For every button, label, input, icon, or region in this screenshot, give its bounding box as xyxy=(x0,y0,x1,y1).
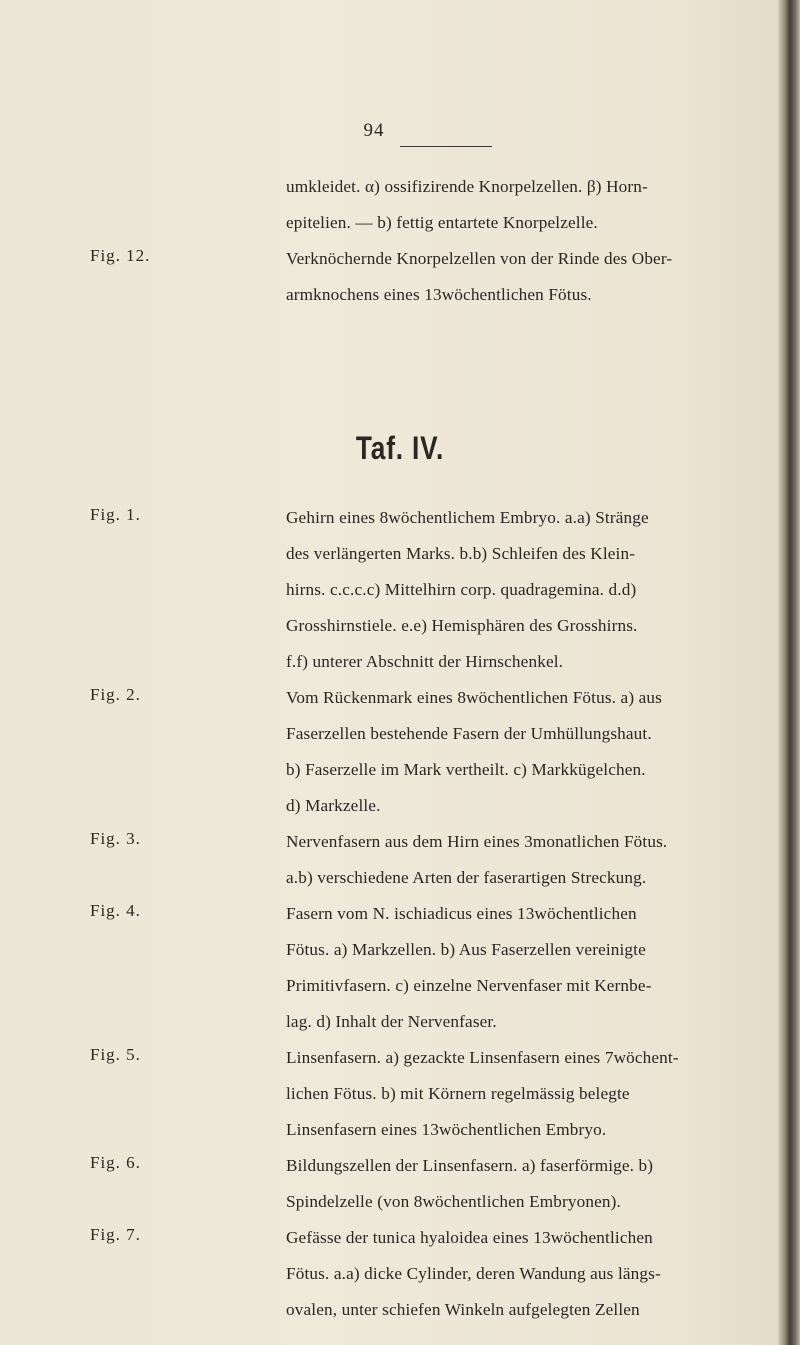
text-line: d) Markzelle. xyxy=(286,796,381,815)
section-title: Taf. IV. xyxy=(355,430,445,466)
text-line: Nervenfasern aus dem Hirn eines 3monatlichen Fötus. xyxy=(286,832,668,851)
text-line: Bildungszellen der Linsenfasern. a) faserförmige. b) xyxy=(286,1156,654,1175)
text-line: f.f) unterer Abschnitt der Hirnschenkel. xyxy=(286,652,564,671)
entry-lines xyxy=(286,1225,756,1333)
text-line: b) Faserzelle im Mark vertheilt. c) Markkügelchen. xyxy=(286,760,646,779)
figure-label: Fig. 5. xyxy=(90,1045,141,1064)
entry-lines xyxy=(286,1153,756,1225)
entry-lines xyxy=(286,174,756,246)
text-line: Spindelzelle (von 8wöchentlichen Embryonen). xyxy=(286,1192,621,1211)
page-edge-shadow xyxy=(778,0,800,1345)
text-line: Primitivfasern. c) einzelne Nervenfaser mit Kernbe- xyxy=(286,976,652,995)
text-line: lag. d) Inhalt der Nervenfaser. xyxy=(286,1012,497,1031)
text-line: Linsenfasern eines 13wöchentlichen Embryo. xyxy=(286,1120,607,1139)
text-line: epitelien. — b) fettig entartete Knorpelzelle. xyxy=(286,213,598,232)
entry-lines xyxy=(286,1045,756,1153)
figure-label: Fig. 3. xyxy=(90,829,141,848)
figure-label: Fig. 12. xyxy=(90,246,151,265)
text-line: hirns. c.c.c.c) Mittelhirn corp. quadragemina. d.d) xyxy=(286,580,637,599)
text-line: Vom Rückenmark eines 8wöchentlichen Fötus. a) aus xyxy=(286,688,663,707)
text-line: Linsenfasern. a) gezackte Linsenfasern eines 7wöchent- xyxy=(286,1048,679,1067)
page-number: 94 xyxy=(363,120,385,141)
entry-lines xyxy=(286,246,756,318)
text-line: Fasern vom N. ischiadicus eines 13wöchentlichen xyxy=(286,904,637,923)
text-line: Grosshirnstiele. e.e) Hemisphären des Grosshirns. xyxy=(286,616,638,635)
text-line: ovalen, unter schiefen Winkeln aufgelegten Zellen xyxy=(286,1300,640,1319)
text-line: des verlängerten Marks. b.b) Schleifen des Klein- xyxy=(286,544,636,563)
text-line: Verknöchernde Knorpelzellen von der Rinde des Ober- xyxy=(286,249,673,268)
figure-label: Fig. 1. xyxy=(90,505,141,524)
entry-lines xyxy=(286,901,756,1045)
text-line: armknochens eines 13wöchentlichen Fötus. xyxy=(286,285,592,304)
text-line: umkleidet. α) ossifizirende Knorpelzellen. β) Horn- xyxy=(286,177,648,196)
figure-label: Fig. 2. xyxy=(90,685,141,704)
figure-label: Fig. 6. xyxy=(90,1153,141,1172)
entry-lines xyxy=(286,685,756,829)
text-line: Fötus. a.a) dicke Cylinder, deren Wandung aus längs- xyxy=(286,1264,661,1283)
page-number-rule xyxy=(400,146,492,147)
text-line: Faserzellen bestehende Fasern der Umhüllungshaut. xyxy=(286,724,652,743)
text-line: a.b) verschiedene Arten der faserartigen Streckung. xyxy=(286,868,647,887)
text-line: lichen Fötus. b) mit Körnern regelmässig belegte xyxy=(286,1084,630,1103)
text-line: Gehirn eines 8wöchentlichem Embryo. a.a) Stränge xyxy=(286,508,649,527)
text-line: Gefässe der tunica hyaloidea eines 13wöchentlichen xyxy=(286,1228,653,1247)
entry-lines xyxy=(286,829,756,901)
figure-label: Fig. 7. xyxy=(90,1225,141,1244)
figure-label: Fig. 4. xyxy=(90,901,141,920)
entry-lines xyxy=(286,505,756,685)
text-line: Fötus. a) Markzellen. b) Aus Faserzellen vereinigte xyxy=(286,940,646,959)
